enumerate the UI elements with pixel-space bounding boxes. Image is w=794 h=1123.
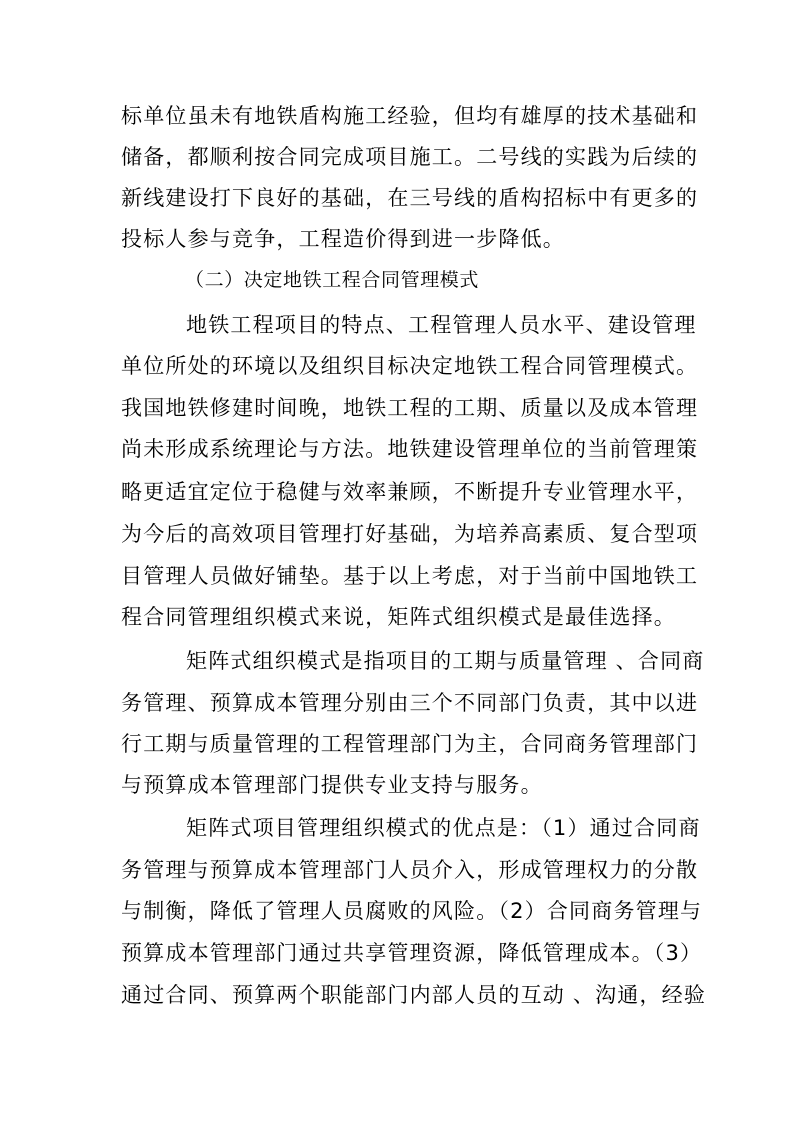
paragraph-line: 目管理人员做好铺垫。基于以上考虑，对于当前中国地铁工 [121,564,699,588]
paragraph-line: 预算成本管理部门通过共享管理资源，降低管理成本。（3） [121,941,703,965]
paragraph-line: 我国地铁修建时间晚，地铁工程的工期、质量以及成本管理 [121,396,699,420]
paragraph-line: 略更适宜定位于稳健与效率兼顾，不断提升专业管理水平， [121,480,699,504]
text-line: 标单位虽未有地铁盾构施工经验，但均有雄厚的技术基础和 [121,104,699,128]
section-heading: （二）决定地铁工程合同管理模式 [185,269,480,291]
paragraph-line: 地铁工程项目的特点、工程管理人员水平、建设管理 [186,313,697,337]
paragraph-line: 务管理与预算成本管理部门人员介入，形成管理权力的分散 [121,858,699,882]
paragraph-line: 单位所处的环境以及组织目标决定地铁工程合同管理模式。 [121,354,699,378]
text-line: 新线建设打下良好的基础，在三号线的盾构招标中有更多的 [121,186,699,210]
paragraph-line: 程合同管理组织模式来说，矩阵式组织模式是最佳选择。 [121,605,676,629]
paragraph-line: 尚未形成系统理论与方法。地铁建设管理单位的当前管理策 [121,437,699,461]
paragraph-line: 为今后的高效项目管理打好基础，为培养高素质、复合型项 [121,522,699,546]
paragraph-line: 行工期与质量管理的工程管理部门为主，合同商务管理部门 [121,732,699,756]
paragraph-line: 务管理、预算成本管理分别由三个不同部门负责，其中以进 [121,691,699,715]
text-line: 储备，都顺利按合同完成项目施工。二号线的实践为后续的 [121,145,699,169]
paragraph-line: 矩阵式组织模式是指项目的工期与质量管理 、合同商 [186,649,705,673]
text-line: 投标人参与竞争，工程造价得到进一步降低。 [121,227,565,251]
paragraph-line: 与制衡，降低了管理人员腐败的风险。（2）合同商务管理与 [121,899,703,923]
paragraph-line: 与预算成本管理部门提供专业支持与服务。 [121,773,543,797]
paragraph-line: 通过合同、预算两个职能部门内部人员的互动 、沟通，经验 [121,983,707,1007]
paragraph-line: 矩阵式项目管理组织模式的优点是：（1）通过合同商 [186,816,701,840]
